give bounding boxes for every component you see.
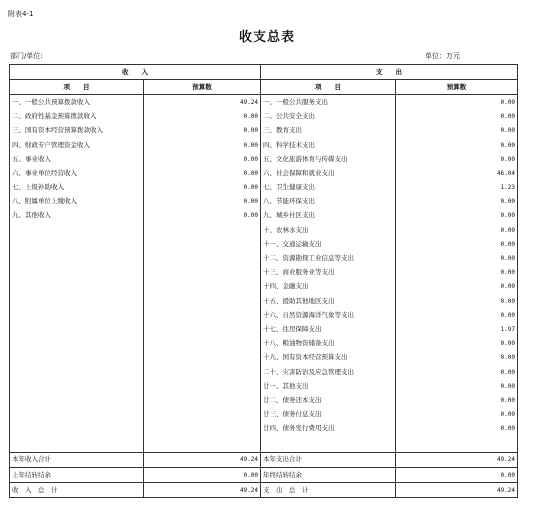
expense-item-cell: 十三、商业服务业等支出 <box>261 266 396 280</box>
table-row <box>10 251 518 265</box>
table-row <box>10 365 518 379</box>
income-item-cell <box>10 408 144 422</box>
expense-value-cell: 0.00 <box>396 266 518 280</box>
expense-value-cell: 0.00 <box>396 251 518 265</box>
table-row <box>10 351 518 365</box>
income-value-cell: 0.00 <box>144 166 261 180</box>
expense-item-cell: 一、一般公共服务支出 <box>261 95 396 110</box>
income-total-value: 49.24 <box>144 452 261 467</box>
income-expense-table <box>9 64 518 498</box>
attachment-label: 附表4-1 <box>8 10 34 18</box>
income-item-cell <box>10 308 144 322</box>
section-header-row <box>10 65 518 80</box>
income-value-cell <box>144 251 261 265</box>
income-item-cell: 三、国有资本经营预算拨款收入 <box>10 124 144 138</box>
income-item-cell: 九、其他收入 <box>10 209 144 223</box>
expense-item-cell: 廿四、债务发行费用支出 <box>261 422 396 436</box>
expense-item-cell: 八、节能环保支出 <box>261 195 396 209</box>
income-item-cell <box>10 422 144 436</box>
expense-item-cell: 二十、灾害防治及应急管理支出 <box>261 365 396 379</box>
blank-row <box>10 436 518 453</box>
income-total-label: 收 入 总 计 <box>10 483 144 498</box>
table-row <box>10 152 518 166</box>
expense-value-cell: 0.00 <box>396 294 518 308</box>
expense-item-cell: 三、教育支出 <box>261 124 396 138</box>
income-item-cell: 六、事业单位经营收入 <box>10 166 144 180</box>
blank-cell <box>144 436 261 453</box>
expense-item-header: 项 目 <box>261 80 396 95</box>
income-item-cell: 七、上级补助收入 <box>10 181 144 195</box>
blank-cell <box>396 436 518 453</box>
expense-item-cell: 十四、金融支出 <box>261 280 396 294</box>
expense-total-label: 本年支出合计 <box>261 452 396 467</box>
expense-value-cell: 0.00 <box>396 280 518 294</box>
income-value-cell <box>144 294 261 308</box>
table-row <box>10 237 518 251</box>
income-value-cell <box>144 393 261 407</box>
income-total-value: 49.24 <box>144 483 261 498</box>
income-item-cell <box>10 223 144 237</box>
expense-value-cell: 0.00 <box>396 209 518 223</box>
expense-value-cell: 0.00 <box>396 95 518 110</box>
table-row <box>10 408 518 422</box>
table-row <box>10 223 518 237</box>
expense-value-cell: 0.00 <box>396 351 518 365</box>
table-row <box>10 393 518 407</box>
income-value-cell <box>144 308 261 322</box>
income-item-cell <box>10 251 144 265</box>
expense-value-cell: 0.00 <box>396 393 518 407</box>
expense-value-cell: 0.00 <box>396 308 518 322</box>
expense-value-cell: 0.00 <box>396 195 518 209</box>
table-row <box>10 322 518 336</box>
table-row <box>10 308 518 322</box>
table-row <box>10 379 518 393</box>
expense-value-cell: 0.00 <box>396 124 518 138</box>
income-value-cell <box>144 365 261 379</box>
table-row <box>10 95 518 110</box>
income-item-header: 项 目 <box>10 80 144 95</box>
income-value-cell <box>144 237 261 251</box>
expense-value-cell: 0.00 <box>396 138 518 152</box>
total-row <box>10 452 518 467</box>
expense-total-value: 49.24 <box>396 483 518 498</box>
income-total-label: 上年结转结余 <box>10 468 144 483</box>
expense-total-value: 0.00 <box>396 468 518 483</box>
expense-item-cell: 廿三、债务付息支出 <box>261 408 396 422</box>
page-title: 收支总表 <box>238 30 295 45</box>
expense-item-cell: 九、城乡社区支出 <box>261 209 396 223</box>
department-label: 部门/单位: <box>10 52 43 60</box>
income-budget-header: 预算数 <box>144 80 261 95</box>
expense-value-cell: 0.00 <box>396 379 518 393</box>
expense-value-cell: 0.00 <box>396 408 518 422</box>
expense-item-cell: 五、文化旅游体育与传媒支出 <box>261 152 396 166</box>
income-value-cell <box>144 223 261 237</box>
expense-value-cell: 0.00 <box>396 337 518 351</box>
expense-item-cell: 廿二、债务还本支出 <box>261 393 396 407</box>
table-row <box>10 266 518 280</box>
income-value-cell: 0.00 <box>144 195 261 209</box>
expense-value-cell: 0.00 <box>396 110 518 124</box>
income-item-cell <box>10 280 144 294</box>
table-row <box>10 209 518 223</box>
expense-value-cell: 0.00 <box>396 422 518 436</box>
income-item-cell <box>10 237 144 251</box>
blank-cell <box>261 436 396 453</box>
income-item-cell <box>10 294 144 308</box>
income-value-cell: 0.00 <box>144 110 261 124</box>
income-value-cell: 0.00 <box>144 152 261 166</box>
income-item-cell: 八、附属单位上缴收入 <box>10 195 144 209</box>
income-item-cell <box>10 337 144 351</box>
income-value-cell: 49.24 <box>144 95 261 110</box>
expense-item-cell: 十六、自然资源海洋气象等支出 <box>261 308 396 322</box>
expense-item-cell: 六、社会保障和就业支出 <box>261 166 396 180</box>
income-total-value: 0.00 <box>144 468 261 483</box>
table-row <box>10 195 518 209</box>
table-row <box>10 166 518 180</box>
income-value-cell: 0.00 <box>144 124 261 138</box>
expense-value-cell: 1.97 <box>396 322 518 336</box>
income-item-cell: 一、一般公共预算拨款收入 <box>10 95 144 110</box>
expense-value-cell: 0.00 <box>396 237 518 251</box>
table-row <box>10 280 518 294</box>
income-item-cell: 二、政府性基金预算拨款收入 <box>10 110 144 124</box>
table-row <box>10 138 518 152</box>
expense-item-cell: 七、卫生健康支出 <box>261 181 396 195</box>
income-value-cell <box>144 322 261 336</box>
income-header: 收 入 <box>10 65 261 80</box>
income-item-cell <box>10 379 144 393</box>
expense-item-cell: 廿一、其他支出 <box>261 379 396 393</box>
income-value-cell <box>144 408 261 422</box>
income-item-cell <box>10 322 144 336</box>
table-row <box>10 110 518 124</box>
income-value-cell: 0.00 <box>144 138 261 152</box>
income-total-label: 本年收入合计 <box>10 452 144 467</box>
expense-item-cell: 十九、国有资本经营预算支出 <box>261 351 396 365</box>
income-value-cell <box>144 280 261 294</box>
expense-item-cell: 十七、住房保障支出 <box>261 322 396 336</box>
income-item-cell <box>10 393 144 407</box>
expense-item-cell: 十、农林水支出 <box>261 223 396 237</box>
total-row <box>10 468 518 483</box>
expense-header: 支 出 <box>261 65 518 80</box>
income-item-cell: 四、财政专户管理资金收入 <box>10 138 144 152</box>
income-value-cell <box>144 337 261 351</box>
expense-total-value: 49.24 <box>396 452 518 467</box>
table-row <box>10 294 518 308</box>
expense-item-cell: 十二、资源勘探工业信息等支出 <box>261 251 396 265</box>
expense-budget-header: 预算数 <box>396 80 518 95</box>
income-item-cell <box>10 266 144 280</box>
expense-item-cell: 十五、援助其他地区支出 <box>261 294 396 308</box>
income-value-cell <box>144 351 261 365</box>
expense-item-cell: 四、科学技术支出 <box>261 138 396 152</box>
income-value-cell: 0.00 <box>144 209 261 223</box>
income-item-cell: 五、事业收入 <box>10 152 144 166</box>
income-item-cell <box>10 351 144 365</box>
expense-value-cell: 0.00 <box>396 223 518 237</box>
expense-value-cell: 0.00 <box>396 365 518 379</box>
expense-item-cell: 二、公共安全支出 <box>261 110 396 124</box>
income-item-cell <box>10 365 144 379</box>
blank-cell <box>10 436 144 453</box>
column-header-row <box>10 80 518 95</box>
income-value-cell: 0.00 <box>144 181 261 195</box>
expense-value-cell: 46.04 <box>396 166 518 180</box>
table-row <box>10 337 518 351</box>
expense-total-label: 支 出 总 计 <box>261 483 396 498</box>
total-row <box>10 483 518 498</box>
unit-label: 单位：万元 <box>425 52 460 60</box>
expense-item-cell: 十八、粮油物资储备支出 <box>261 337 396 351</box>
income-value-cell <box>144 379 261 393</box>
table-row <box>10 124 518 138</box>
income-value-cell <box>144 266 261 280</box>
expense-value-cell: 1.23 <box>396 181 518 195</box>
expense-item-cell: 十一、交通运输支出 <box>261 237 396 251</box>
expense-total-label: 年终结转结余 <box>261 468 396 483</box>
table-row <box>10 422 518 436</box>
expense-value-cell: 0.00 <box>396 152 518 166</box>
income-value-cell <box>144 422 261 436</box>
table-row <box>10 181 518 195</box>
